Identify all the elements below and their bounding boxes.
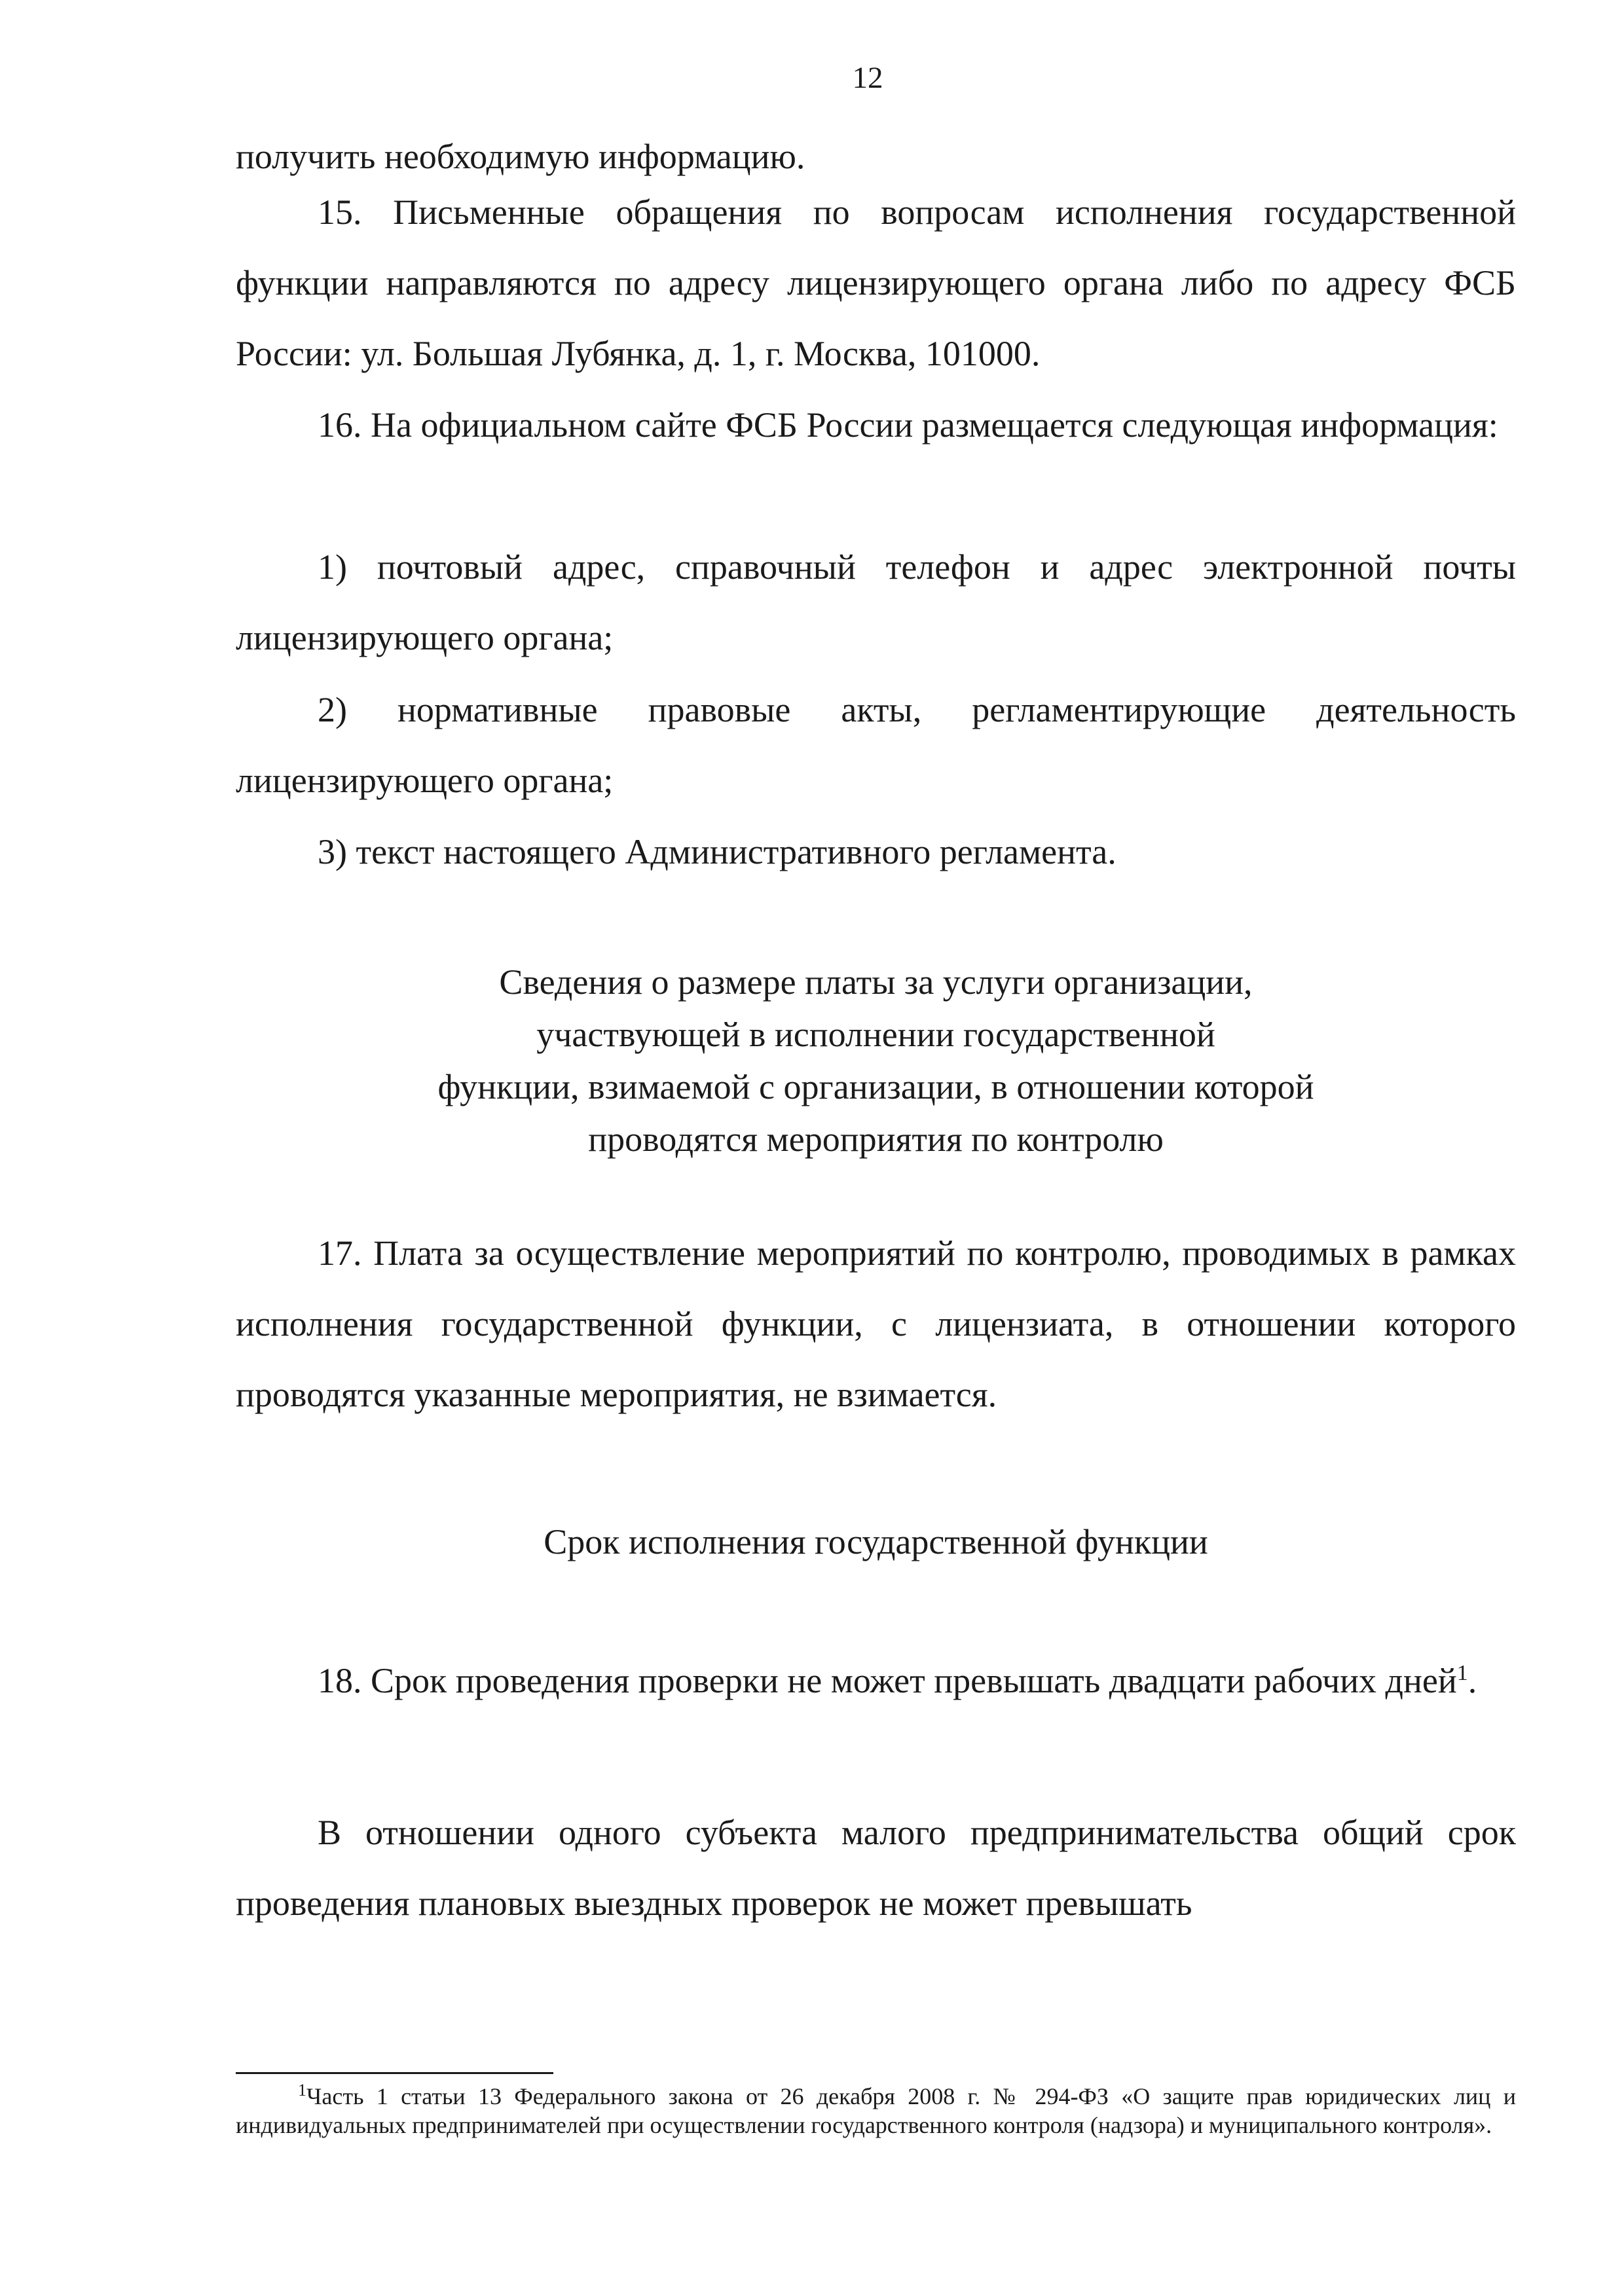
paragraph-16-3-block xyxy=(236,816,1516,887)
footnote xyxy=(236,2082,1516,2140)
footnote-text: Часть 1 статьи 13 Федерального закона от 26 декабря 2008 г. № 294-ФЗ «О защите прав юридических лиц и индивидуальных предпринимателей при осуществлении государственного контроля (надзора) и муниципального контроля». xyxy=(236,2083,1516,2138)
page-number: 12 xyxy=(852,61,883,95)
footnote-divider xyxy=(236,2072,553,2074)
paragraph-16-1-block xyxy=(236,532,1516,673)
heading-fee-block xyxy=(236,956,1516,1165)
paragraph-continuation: получить необходимую информацию. xyxy=(236,137,805,176)
paragraph-19-block xyxy=(236,1797,1516,1939)
paragraph-15: 15. Письменные обращения по вопросам исполнения государственной функции направляются по адресу лицензирующего органа либо по адресу ФСБ России: ул. Большая Лубянка, д. 1, г. Москва, 101000. xyxy=(236,192,1516,373)
paragraph-18-text: 18. Срок проведения проверки не может превышать двадцати рабочих дней xyxy=(318,1661,1457,1700)
footnote-marker: 1 xyxy=(298,2081,306,2100)
paragraph-19: В отношении одного субъекта малого предпринимательства общий срок проведения плановых выездных проверок не может превышать xyxy=(236,1813,1516,1923)
paragraph-16: 16. На официальном сайте ФСБ России размещается следующая информация: xyxy=(318,405,1498,445)
paragraph-18 xyxy=(236,1645,1516,1716)
footnote-reference: 1 xyxy=(1456,1661,1468,1685)
heading-fee-line-2: участвующей в исполнении государственной xyxy=(536,1015,1215,1054)
heading-fee-line-3: функции, взимаемой с организации, в отношении которой xyxy=(437,1067,1314,1106)
paragraph-16-2-block xyxy=(236,674,1516,816)
heading-term-block xyxy=(236,1516,1516,1568)
paragraph-16-item-2: 2) нормативные правовые акты, регламентирующие деятельность лицензирующего органа; xyxy=(236,690,1516,800)
heading-fee-line-1: Сведения о размере платы за услуги организации, xyxy=(499,962,1253,1002)
heading-term: Срок исполнения государственной функции xyxy=(544,1522,1208,1561)
paragraph-16-block xyxy=(236,390,1516,460)
heading-fee xyxy=(236,956,1516,1165)
paragraph-16-item-3: 3) текст настоящего Административного регламента. xyxy=(318,832,1116,871)
paragraph-18-end: . xyxy=(1467,1661,1477,1700)
paragraph-17-block xyxy=(236,1218,1516,1430)
paragraph-15-block xyxy=(236,177,1516,389)
paragraph-16-item-1: 1) почтовый адрес, справочный телефон и адрес электронной почты лицензирующего органа; xyxy=(236,547,1516,657)
paragraph-17: 17. Плата за осуществление мероприятий по контролю, проводимых в рамках исполнения государственной функции, с лицензиата, в отношении которого проводятся указанные мероприятия, не взимается. xyxy=(236,1233,1516,1414)
paragraph-18-block xyxy=(236,1645,1516,1716)
heading-fee-line-4: проводятся мероприятия по контролю xyxy=(588,1120,1164,1159)
